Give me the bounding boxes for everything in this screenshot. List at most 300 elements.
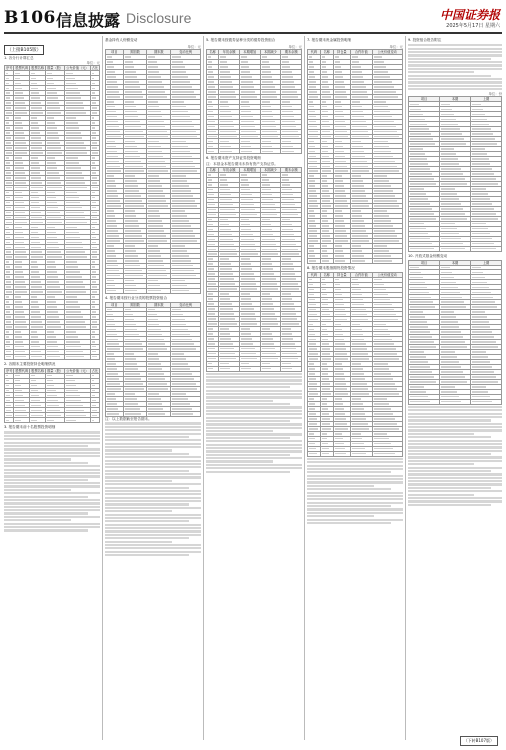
text-line — [408, 480, 502, 482]
holdings-table — [4, 65, 100, 359]
text-line — [206, 373, 302, 375]
text-line — [408, 48, 502, 50]
continued-from-label: （上接B105版） — [4, 45, 44, 55]
column-header: 期初数 — [123, 50, 147, 55]
column-header: 项目 — [106, 50, 124, 55]
table-cell — [106, 411, 124, 416]
column-header: 数量（股） — [47, 66, 64, 71]
text-line — [307, 475, 403, 477]
table-cell — [5, 418, 14, 423]
table-header-row — [5, 66, 100, 71]
text-line — [408, 44, 502, 46]
column-header: 数量（股） — [47, 368, 64, 373]
table-cell — [239, 366, 260, 371]
text-line — [307, 478, 403, 480]
bond-table — [206, 49, 302, 154]
text-line — [105, 439, 201, 441]
text-line — [105, 507, 201, 509]
text-line — [408, 500, 502, 502]
text-line — [206, 379, 302, 381]
text-line — [4, 458, 71, 460]
table-row — [409, 246, 502, 251]
column-header: 本期减少 — [260, 167, 281, 172]
text-line — [408, 78, 502, 80]
table-cell — [46, 354, 65, 359]
table-cell — [147, 411, 171, 416]
share-change-table — [105, 49, 201, 294]
text-line — [4, 489, 71, 491]
column-header: 本期 — [440, 260, 471, 265]
text-line — [307, 495, 403, 497]
text-line — [105, 527, 201, 529]
text-line — [408, 450, 502, 452]
table-row — [207, 366, 302, 371]
text-line — [307, 502, 403, 504]
column-header: 项目 — [409, 97, 440, 102]
masthead-rule — [4, 32, 502, 34]
text-line — [105, 463, 201, 465]
table-row — [5, 418, 100, 423]
caption-a: 基金持有人份额变动 — [105, 38, 138, 42]
column-3 — [206, 36, 302, 740]
column-header: 公允价值（元） — [66, 368, 89, 373]
column-header: 序号 — [6, 66, 13, 71]
paper-logo: 中国证券报 — [439, 8, 500, 22]
text-line — [206, 444, 302, 446]
table-cell — [281, 149, 302, 154]
column-header: 名称 — [320, 50, 333, 55]
text-line — [4, 509, 100, 511]
table-cell — [260, 149, 281, 154]
text-line — [408, 487, 491, 489]
table-cell — [65, 354, 90, 359]
text-line — [105, 554, 189, 556]
column-header: 名称 — [207, 50, 219, 55]
text-line — [307, 458, 403, 460]
text-line — [307, 481, 403, 483]
table-row — [409, 399, 502, 404]
text-block — [408, 406, 502, 506]
table-cell — [65, 418, 90, 423]
table-cell — [207, 149, 219, 154]
text-line — [4, 485, 100, 487]
text-line — [408, 61, 502, 63]
text-line — [408, 71, 474, 73]
table-cell — [147, 288, 171, 293]
caption-a: 5. 报告期末按债券品种分类的债券投资组合 — [206, 38, 276, 42]
column-header: 合约市值 — [350, 50, 372, 55]
column-header: 股票代码 — [15, 368, 29, 373]
text-line — [206, 464, 302, 466]
table-cell — [123, 288, 147, 293]
column-header: 上期 — [471, 260, 502, 265]
text-line — [105, 487, 189, 489]
text-line — [206, 413, 302, 415]
text-line — [206, 427, 302, 429]
share-flow-table — [408, 96, 502, 251]
text-line — [408, 433, 474, 435]
text-block — [307, 458, 403, 524]
column-header: 期初数 — [123, 302, 147, 307]
table-cell — [333, 258, 350, 263]
column-header: 序号 — [6, 368, 13, 373]
column-divider — [203, 36, 204, 740]
text-line — [105, 460, 201, 462]
table-cell — [239, 149, 260, 154]
text-line — [206, 396, 302, 398]
text-line — [105, 483, 201, 485]
text-line — [105, 500, 201, 502]
text-line — [4, 526, 100, 528]
text-line — [4, 455, 100, 457]
caption-b: 6. 报告期末资产支持证券投资明细 — [206, 156, 261, 161]
text-line — [206, 430, 273, 432]
column-header: 公允价值变动 — [372, 50, 402, 55]
table-cell — [219, 366, 240, 371]
table-cell — [350, 258, 372, 263]
column-header: 代码 — [308, 50, 321, 55]
unit-label: 单位：元 — [288, 45, 302, 49]
text-line — [206, 403, 290, 405]
table-cell — [123, 411, 147, 416]
table-cell — [320, 258, 333, 263]
table-cell — [409, 246, 440, 251]
table-cell — [30, 418, 46, 423]
text-line — [408, 443, 502, 445]
text-block — [408, 44, 502, 90]
unit-label: 单位：份 — [488, 92, 502, 97]
text-line — [408, 473, 502, 475]
text-line — [105, 473, 201, 475]
text-line — [206, 376, 302, 378]
text-line — [307, 485, 374, 487]
text-block — [105, 422, 201, 556]
text-line — [105, 520, 189, 522]
text-line — [206, 417, 302, 419]
abs-table — [206, 167, 302, 372]
column-header: 变动比例 — [171, 302, 201, 307]
column-header: 公允价值变动 — [372, 272, 402, 277]
text-line — [408, 463, 474, 465]
text-line — [105, 530, 201, 532]
table-cell — [219, 149, 240, 154]
column-header: 本期 — [440, 97, 471, 102]
text-line — [206, 390, 302, 392]
note: 注：以上数据截至报告期末。 — [105, 416, 152, 421]
text-line — [4, 519, 71, 521]
column-header: 股票名称 — [31, 368, 45, 373]
share-flow-table-2 — [408, 260, 502, 405]
text-line — [105, 476, 201, 478]
caption-b: 4. 报告期末按行业分类的股票投资组合 — [105, 295, 168, 300]
caption-a: 9. 投资组合报告附注 — [408, 38, 442, 42]
table-row — [308, 258, 403, 263]
text-line — [408, 85, 502, 87]
text-line — [307, 508, 403, 510]
column-header: 年初余额 — [219, 50, 240, 55]
text-line — [307, 461, 403, 463]
table-row — [106, 288, 201, 293]
text-line — [408, 64, 502, 66]
text-line — [408, 75, 491, 77]
text-line — [408, 413, 502, 415]
table-cell — [372, 258, 402, 263]
text-line — [105, 436, 189, 438]
text-line — [206, 423, 302, 425]
text-line — [4, 499, 100, 501]
table-row — [207, 149, 302, 154]
table-cell — [207, 366, 219, 371]
text-line — [408, 440, 502, 442]
text-line — [4, 465, 100, 467]
text-line — [307, 519, 403, 521]
text-line — [408, 436, 491, 438]
section-title: 信息披露 — [56, 11, 121, 30]
table-cell — [372, 451, 402, 456]
column-1 — [4, 36, 100, 740]
text-line — [206, 460, 273, 462]
column-header: 名称 — [320, 272, 333, 277]
text-line — [105, 493, 201, 495]
text-line — [4, 448, 100, 450]
issue-date: 2025年5月17日 星期六 — [446, 23, 500, 29]
text-line — [105, 541, 172, 543]
page-number: B106 — [4, 8, 56, 28]
text-line — [105, 429, 201, 431]
text-line — [105, 510, 172, 512]
futures-table — [307, 272, 403, 457]
column-header: 期末余额 — [281, 50, 302, 55]
text-line — [105, 456, 201, 458]
table-cell — [90, 354, 99, 359]
text-line — [4, 479, 88, 481]
text-line — [307, 492, 403, 494]
column-5 — [408, 36, 502, 740]
table-cell — [14, 418, 30, 423]
column-header: 名称 — [207, 167, 219, 172]
text-line — [307, 468, 403, 470]
text-line — [105, 446, 201, 448]
text-line — [307, 498, 403, 500]
caption-a: 2. 各期末主要投资持仓明细情况 — [4, 361, 56, 366]
column-header: 占比 — [91, 66, 98, 71]
text-line — [307, 471, 391, 473]
table-cell — [46, 418, 65, 423]
text-line — [408, 470, 491, 472]
column-divider — [405, 36, 406, 740]
text-line — [105, 490, 201, 492]
text-line — [105, 537, 189, 539]
text-line — [307, 522, 391, 524]
metals-table — [307, 49, 403, 264]
text-line — [206, 447, 302, 449]
text-line — [408, 477, 502, 479]
text-line — [206, 433, 302, 435]
column-header: 期末数 — [147, 50, 171, 55]
text-line — [408, 446, 502, 448]
table-cell — [171, 411, 201, 416]
text-line — [4, 435, 100, 437]
table-header-row — [409, 260, 502, 265]
table-cell — [440, 246, 471, 251]
text-line — [206, 437, 290, 439]
text-line — [307, 465, 403, 467]
column-4 — [307, 36, 403, 740]
text-line — [4, 512, 88, 514]
table-cell — [5, 354, 14, 359]
text-block — [206, 373, 302, 473]
table-cell — [320, 451, 333, 456]
column-header: 项目 — [409, 260, 440, 265]
column-divider — [304, 36, 305, 740]
text-line — [206, 457, 302, 459]
summary-table — [4, 368, 100, 424]
text-line — [408, 54, 502, 56]
unit-label: 单位：元 — [187, 45, 201, 49]
column-header: 股票代码 — [15, 66, 29, 71]
section-title-en: Disclosure — [126, 10, 192, 26]
table-cell — [171, 288, 201, 293]
text-line — [4, 475, 100, 477]
text-line — [4, 472, 100, 474]
masthead — [0, 0, 506, 34]
text-line — [105, 547, 201, 549]
caption-b: 3. 报告期末前十名股票投资明细 — [4, 425, 56, 430]
table-cell — [106, 288, 124, 293]
text-line — [408, 58, 491, 60]
table-cell — [333, 451, 350, 456]
table-cell — [409, 399, 440, 404]
table-cell — [308, 451, 321, 456]
text-line — [408, 81, 502, 83]
text-line — [408, 460, 502, 462]
text-line — [105, 517, 201, 519]
text-line — [4, 506, 100, 508]
continued-to-label: （下转B107版） — [460, 736, 498, 746]
table-cell — [350, 451, 372, 456]
text-line — [4, 469, 100, 471]
text-line — [307, 488, 391, 490]
text-line — [4, 502, 100, 504]
text-line — [4, 496, 88, 498]
text-line — [4, 438, 100, 440]
table-cell — [471, 246, 502, 251]
text-line — [206, 440, 302, 442]
unit-label: 单位：元 — [86, 61, 100, 66]
column-header: 股票名称 — [31, 66, 45, 71]
table-cell — [14, 354, 30, 359]
column-header: 公允价值（元） — [66, 66, 89, 71]
column-header: 期末余额 — [281, 167, 302, 172]
text-line — [105, 524, 201, 526]
table-header-row — [409, 97, 502, 102]
text-line — [206, 454, 290, 456]
text-line — [105, 426, 201, 428]
text-line — [4, 482, 100, 484]
text-line — [206, 406, 302, 408]
text-line — [206, 383, 302, 385]
text-line — [206, 467, 302, 469]
text-line — [105, 544, 201, 546]
column-header: 占比 — [91, 368, 98, 373]
text-line — [408, 88, 502, 90]
text-line — [408, 423, 502, 425]
note: 注：本基金本报告期末未持有资产支持证券。 — [206, 162, 278, 167]
caption-b: 10. 开放式基金份额变动 — [408, 253, 448, 258]
text-line — [206, 450, 302, 452]
text-line — [105, 480, 172, 482]
column-header: 上期 — [471, 97, 502, 102]
text-line — [408, 497, 502, 499]
caption-a: 7. 报告期末贵金属投资明细 — [307, 38, 352, 42]
text-line — [105, 453, 189, 455]
text-line — [206, 420, 290, 422]
column-header: 期末数 — [147, 302, 171, 307]
text-line — [408, 51, 502, 53]
industry-table — [105, 302, 201, 417]
table-row — [308, 451, 403, 456]
text-line — [408, 483, 502, 485]
text-line — [4, 442, 100, 444]
text-line — [105, 433, 201, 435]
text-line — [4, 445, 88, 447]
caption-b: 8. 报告期末股指期货投资情况 — [307, 265, 355, 270]
text-line — [408, 490, 502, 492]
text-line — [105, 470, 189, 472]
text-line — [307, 515, 374, 517]
text-line — [408, 68, 502, 70]
column-header: 本期增加 — [239, 167, 260, 172]
column-header: 本期增加 — [239, 50, 260, 55]
text-line — [4, 529, 88, 531]
text-line — [206, 410, 302, 412]
table-cell — [30, 354, 46, 359]
column-header: 项目 — [106, 302, 124, 307]
table-cell — [471, 399, 502, 404]
text-line — [105, 497, 201, 499]
column-header: 持仓量 — [333, 272, 350, 277]
column-header: 年初余额 — [219, 167, 240, 172]
text-line — [4, 523, 100, 525]
table-cell — [308, 258, 321, 263]
text-line — [206, 400, 273, 402]
table-cell — [90, 418, 99, 423]
table-cell — [440, 399, 471, 404]
table-header-row — [5, 368, 100, 373]
text-line — [408, 406, 502, 408]
text-line — [105, 534, 201, 536]
table-row — [5, 354, 100, 359]
column-1-subheading: 1. 各分行计算汇总 — [4, 56, 34, 60]
text-line — [307, 512, 403, 514]
text-line — [206, 471, 290, 473]
text-line — [408, 419, 491, 421]
table-cell — [260, 366, 281, 371]
column-header: 变动比例 — [171, 50, 201, 55]
text-block — [4, 431, 100, 531]
text-line — [408, 426, 502, 428]
text-line — [105, 466, 201, 468]
text-line — [408, 456, 502, 458]
column-header: 持仓量 — [333, 50, 350, 55]
text-line — [408, 409, 502, 411]
text-line — [105, 503, 189, 505]
text-line — [206, 393, 302, 395]
table-row — [106, 411, 201, 416]
text-line — [408, 494, 474, 496]
column-header: 本期减少 — [260, 50, 281, 55]
text-line — [408, 429, 502, 431]
